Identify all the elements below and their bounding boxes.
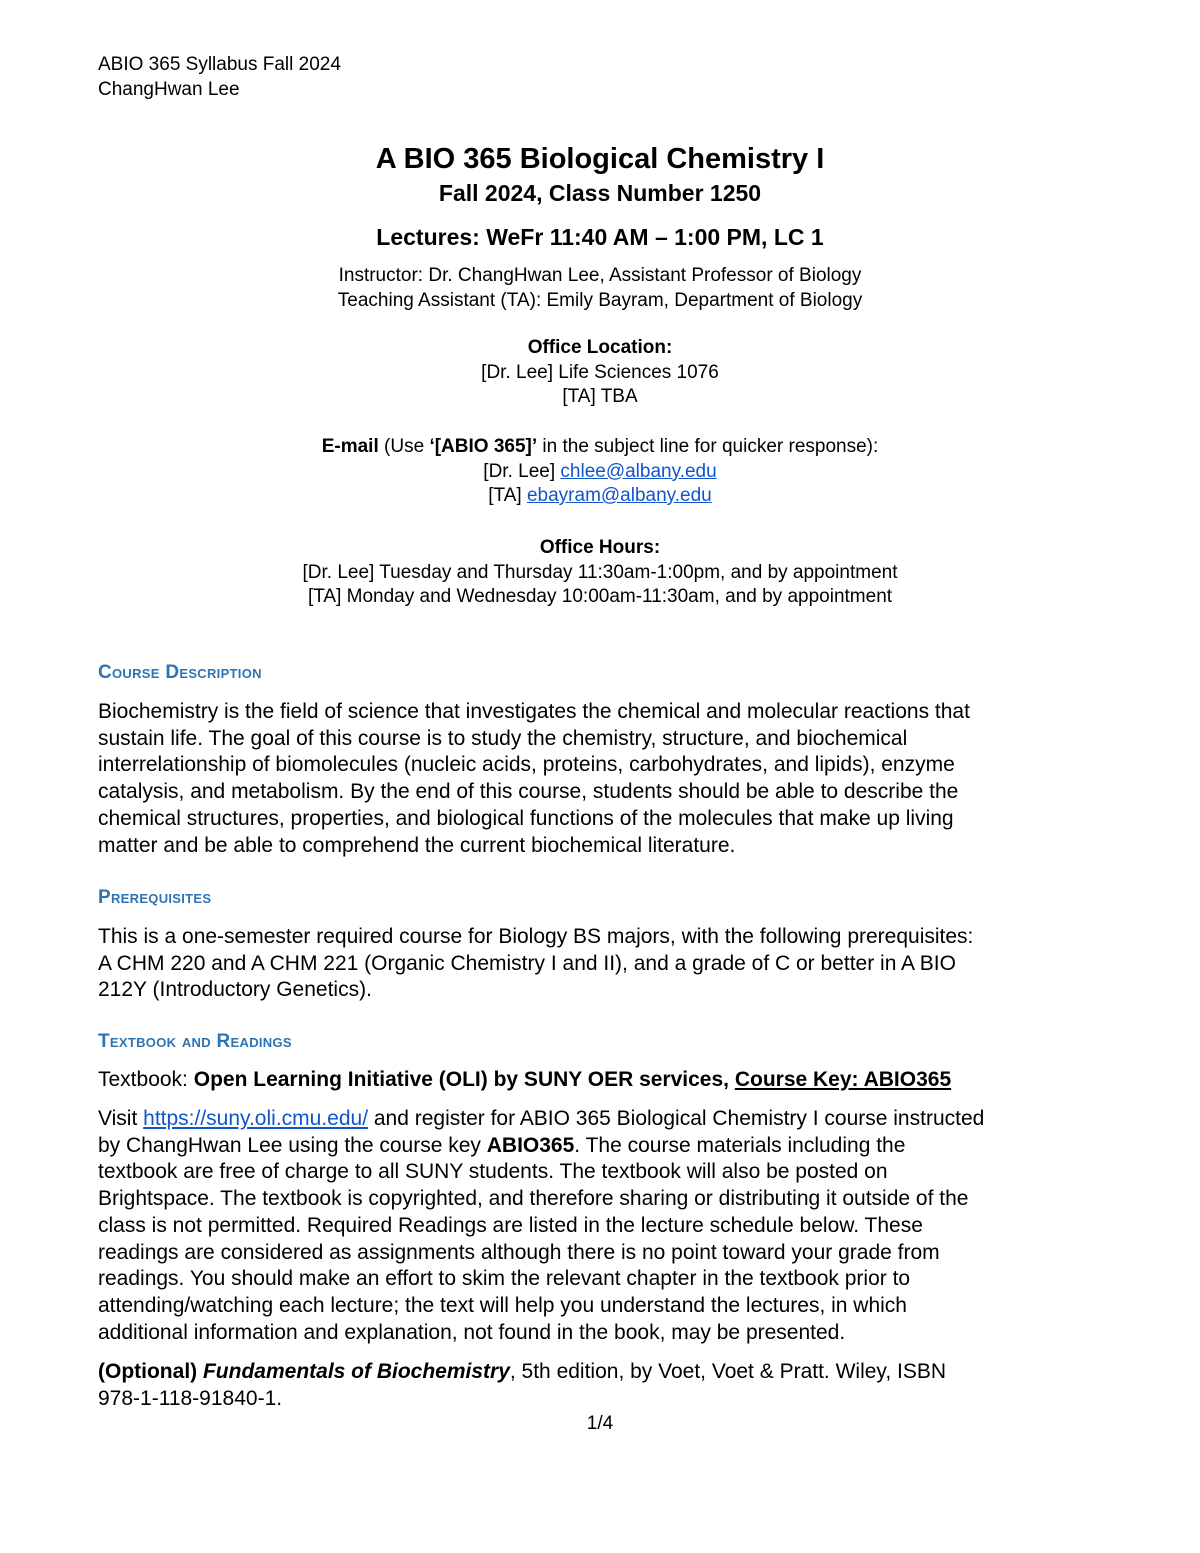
course-key: Course Key: ABIO365 [734, 1068, 952, 1091]
office-hours-ta: [TA] Monday and Wednesday 10:00am-11:30am, and by appointment [307, 586, 893, 607]
email-ta [0, 484, 1200, 509]
optional-book-details: , 5th edition, by Voet, Voet & Pratt. Wiley, ISBN [509, 1360, 947, 1383]
staff-block [0, 264, 1200, 313]
email-note-pre: (Use [378, 436, 430, 457]
paragraph-line: This is a one-semester required course for Biology BS majors, with the following prerequisites: [98, 925, 974, 948]
textbook-key-line [98, 1133, 1108, 1160]
optional-textbook [98, 1359, 1108, 1412]
lecture-schedule: Lectures: WeFr 11:40 AM – 1:00 PM, LC 1 [376, 224, 824, 250]
optional-isbn: 978-1-118-91840-1. [98, 1386, 283, 1410]
paragraph-line: 212Y (Introductory Genetics). [98, 978, 372, 1002]
course-subtitle: Fall 2024, Class Number 1250 [438, 180, 762, 206]
section-heading-prerequisites: Prerequisites [98, 887, 212, 908]
header-course: ABIO 365 Syllabus Fall 2024 [98, 54, 341, 75]
office-hours-block [0, 536, 1200, 610]
page-number: 1/4 [586, 1413, 614, 1434]
email-subject-tag: ‘[ABIO 365]’ [429, 436, 538, 457]
section-heading-course-description: Course Description [98, 662, 262, 683]
textbook-paragraph [98, 1106, 1108, 1346]
office-location-ta: [TA] TBA [562, 386, 638, 407]
paragraph-line: additional information and explanation, not found in the book, may be presented. [98, 1320, 846, 1344]
key-line-post: . The course materials including the [574, 1133, 906, 1157]
paragraph-line: readings. You should make an effort to skim the relevant chapter in the textbook prior to [98, 1267, 911, 1291]
paragraph-line: chemical structures, properties, and biological functions of the molecules that make up living [98, 806, 954, 830]
optional-book-title: Fundamentals of Biochemistry [202, 1360, 510, 1383]
paragraph-line: readings are considered as assignments although there is no point toward your grade from [98, 1240, 940, 1264]
textbook-label: Textbook: [98, 1068, 194, 1091]
paragraph-line: catalysis, and metabolism. By the end of this course, students should be able to describe the [98, 780, 959, 804]
visit-pre: Visit [98, 1107, 144, 1130]
course-title: A BIO 365 Biological Chemistry I [375, 143, 825, 175]
textbook-title: Open Learning Initiative (OLI) by SUNY OER services, [193, 1068, 735, 1091]
paragraph-line: A CHM 220 and A CHM 221 (Organic Chemistry I and II), and a grade of C or better in A BIO [98, 951, 956, 975]
header-author: ChangHwan Lee [98, 79, 240, 100]
course-description-text [98, 699, 1108, 859]
email-note-post: in the subject line for quicker response): [537, 436, 879, 457]
instructor-line: Instructor: Dr. ChangHwan Lee, Assistant Professor of Biology [338, 265, 862, 286]
email-ta-link[interactable]: ebayram@albany.edu [526, 485, 712, 506]
office-location-label: Office Location: [527, 337, 673, 358]
key-line-pre: by ChangHwan Lee using the course key [98, 1133, 487, 1157]
paragraph-line: sustain life. The goal of this course is to study the chemistry, structure, and biochemical [98, 726, 908, 750]
visit-post: and register for ABIO 365 Biological Chemistry I course instructed [368, 1107, 985, 1130]
email-lee-link[interactable]: chlee@albany.edu [560, 460, 717, 482]
email-lee [0, 460, 1200, 485]
optional-label: (Optional) [98, 1360, 203, 1383]
paragraph-line: Brightspace. The textbook is copyrighted, and therefore sharing or distributing it outside of the [98, 1187, 969, 1211]
prerequisites-text [98, 924, 1108, 1004]
office-location-block [0, 336, 1200, 410]
office-hours-lee: [Dr. Lee] Tuesday and Thursday 11:30am-1:00pm, and by appointment [302, 561, 898, 583]
email-ta-prefix: [TA] [488, 485, 527, 506]
ta-line: Teaching Assistant (TA): Emily Bayram, Department of Biology [337, 289, 863, 311]
paragraph-line: interrelationship of biomolecules (nucleic acids, proteins, carbohydrates, and lipids), enzyme [98, 753, 955, 777]
paragraph-line: Biochemistry is the field of science that investigates the chemical and molecular reactions that [98, 700, 970, 723]
email-block [0, 435, 1200, 509]
paragraph-line: matter and be able to comprehend the current biochemical literature. [98, 833, 736, 857]
office-hours-label: Office Hours: [539, 537, 661, 558]
email-note [0, 435, 1200, 460]
section-heading-textbook: Textbook and Readings [98, 1031, 292, 1052]
paragraph-line: textbook are free of charge to all SUNY students. The textbook will also be posted on [98, 1160, 888, 1184]
email-label: E-mail [321, 436, 379, 457]
textbook-line [98, 1067, 1108, 1094]
paragraph-line: attending/watching each lecture; the text will help you understand the lectures, in which [98, 1293, 907, 1317]
oli-url-link[interactable]: https://suny.oli.cmu.edu/ [143, 1107, 369, 1130]
email-lee-prefix: [Dr. Lee] [483, 460, 561, 482]
course-key-bold: ABIO365 [486, 1133, 575, 1157]
textbook-visit-line [98, 1106, 1108, 1133]
page-header [98, 52, 341, 102]
paragraph-line: class is not permitted. Required Readings are listed in the lecture schedule below. These [98, 1213, 923, 1237]
office-location-lee: [Dr. Lee] Life Sciences 1076 [481, 361, 719, 383]
